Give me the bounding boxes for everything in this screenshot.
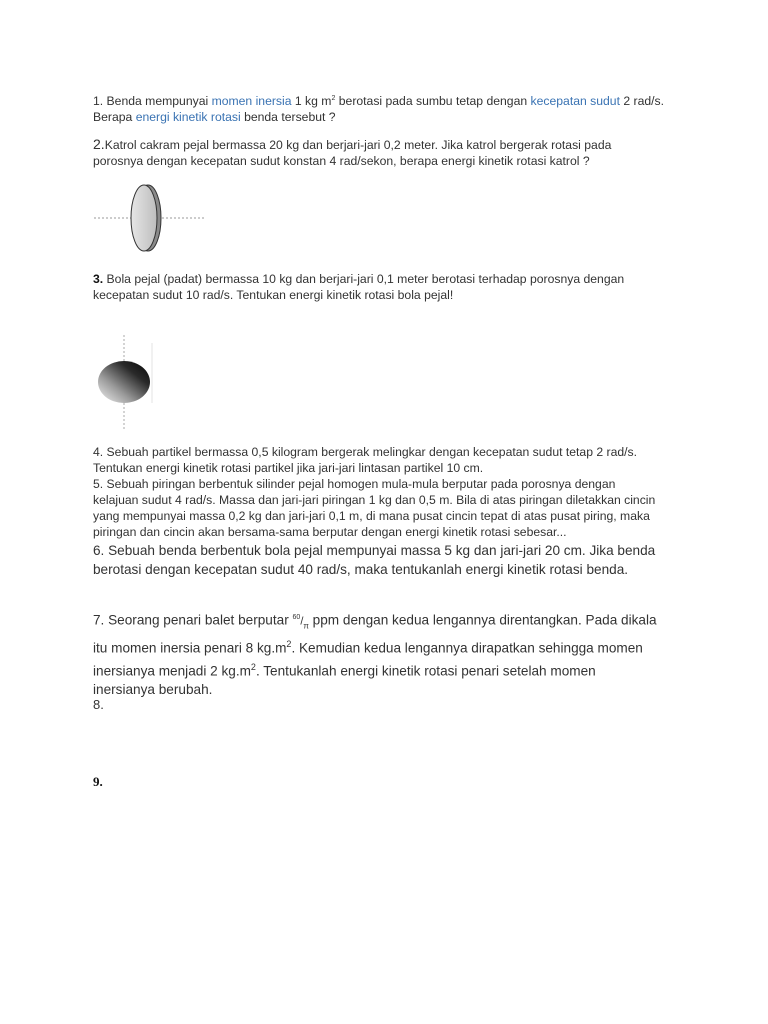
- q7-text: 7. Seorang penari balet berputar: [93, 612, 293, 628]
- superscript: 2: [250, 661, 256, 672]
- q1-text: 1. Benda mempunyai: [93, 94, 212, 109]
- fraction-slash: /: [300, 615, 304, 628]
- question-text: Katrol cakram pejal bermassa 20 kg dan berjari-jari 0,2 meter. Jika katrol bergerak rotasi pada porosnya dengan kecepatan sudut konstan 4 rad/sekon, berapa energi kinetik rotasi katrol ?: [93, 138, 612, 168]
- question-9: 9.: [93, 774, 103, 789]
- question-8: 8.: [93, 697, 104, 712]
- superscript: 2: [286, 639, 292, 650]
- q7-text: . Tentukanlah energi kinetik rotasi penari setelah momen inersianya berubah.: [93, 663, 596, 698]
- question-number: 3.: [93, 272, 104, 286]
- sphere-figure: [94, 333, 158, 438]
- question-2: [93, 136, 653, 169]
- question-1: [93, 91, 673, 125]
- q1-text: 1 kg m: [291, 94, 332, 109]
- link-energi-kinetik-rotasi[interactable]: energi kinetik rotasi: [135, 110, 241, 125]
- link-momen-inersia[interactable]: momen inersia: [211, 94, 292, 109]
- question-5: 5. Sebuah piringan berbentuk silinder pejal homogen mula-mula berputar pada porosnya dengan kelajuan sudut 4 rad/s. Massa dan jari-jari piringan 1 kg dan 0,5 m. Bila di atas piringan diletakkan cincin yang mempunyai massa 0,2 kg dan jari-jari 0,1 m, di mana pusat cincin tepat di atas pusat piring, maka piringan dan cincin akan bersama-sama berputar dengan energi kinetik rotasi sebesar...: [93, 477, 656, 539]
- link-kecepatan-sudut[interactable]: kecepatan sudut: [530, 94, 620, 109]
- q7-text: ppm dengan kedua lengannya direntangkan. Pada dikala itu momen inersia penari 8 kg.m: [93, 612, 657, 656]
- question-number: 2.: [93, 136, 105, 152]
- q1-text: benda tersebut ?: [240, 110, 336, 125]
- fraction-denominator: π: [303, 621, 309, 631]
- q1-text: 2 rad/s. Berapa: [93, 94, 665, 125]
- question-3: [93, 271, 673, 303]
- question-7: [93, 608, 658, 699]
- question-6: 6. Sebuah benda berbentuk bola pejal mempunyai massa 5 kg dan jari-jari 20 cm. Jika benda berotasi dengan kecepatan sudut 40 rad/s, maka tentukanlah energi kinetik rotasi benda.: [93, 543, 656, 577]
- q7-text: . Kemudian kedua lengannya dirapatkan sehingga momen inersianya menjadi 2 kg.m: [93, 640, 643, 679]
- superscript: 2: [331, 95, 336, 102]
- disk-figure: [92, 180, 212, 261]
- question-text: Bola pejal (padat) bermassa 10 kg dan berjari-jari 0,1 meter berotasi terhadap porosnya dengan kecepatan sudut 10 rad/s. Tentukan energi kinetik rotasi bola pejal!: [93, 272, 625, 302]
- question-4: 4. Sebuah partikel bermassa 0,5 kilogram bergerak melingkar dengan kecepatan sudut tetap 2 rad/s. Tentukan energi kinetik rotasi partikel jika jari-jari lintasan partikel 10 cm.: [93, 445, 638, 475]
- q1-text: berotasi pada sumbu tetap dengan: [335, 94, 531, 109]
- fraction-numerator: 60: [292, 614, 301, 621]
